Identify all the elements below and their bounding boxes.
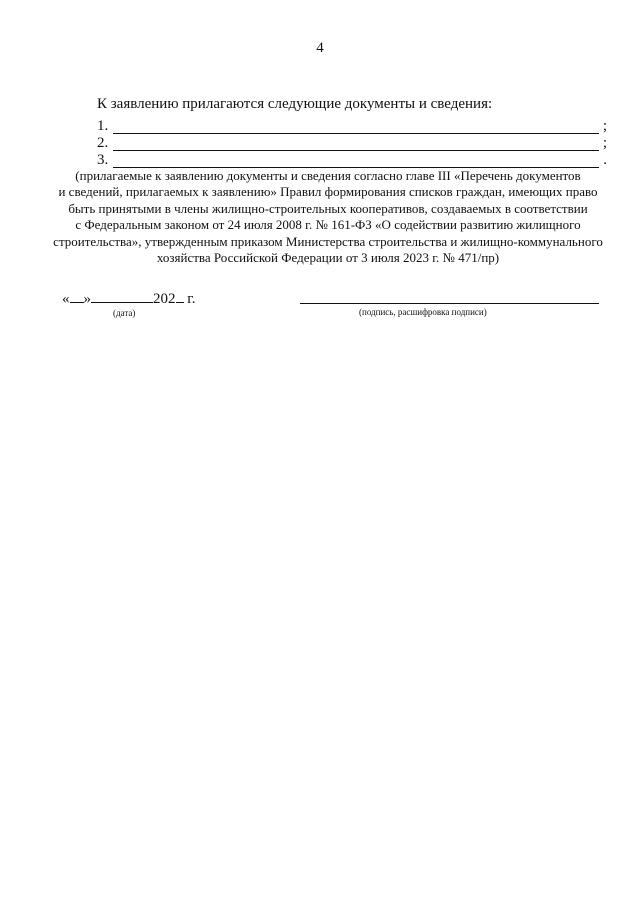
note-line: с Федеральным законом от 24 июля 2008 г. № 161-ФЗ «О содействии развитию жилищного [75, 217, 581, 233]
document-line-end: ; [602, 118, 607, 134]
attachments-note [50, 168, 606, 266]
document-blank-line [113, 150, 599, 151]
document-line-number: 1. [97, 118, 109, 134]
year-blank [176, 301, 184, 303]
date-open-quote: « [62, 291, 70, 307]
signature-line [300, 303, 599, 304]
note-line: строительства», утвержденным приказом Министерства строительства и жилищно-коммунального [53, 233, 603, 249]
page-number: 4 [316, 40, 324, 56]
month-blank [91, 301, 153, 303]
year-prefix: 202 [153, 291, 176, 307]
note-line: (прилагаемые к заявлению документы и сведения согласно главе III «Перечень документов [75, 168, 581, 183]
document-line-end: ; [602, 135, 607, 151]
signature-caption: (подпись, расшифровка подписи) [359, 307, 487, 317]
note-line: хозяйства Российской Федерации от 3 июля 2023 г. № 471/пр) [156, 250, 500, 266]
day-blank [70, 301, 84, 303]
document-line-number: 2. [97, 135, 109, 151]
note-line: и сведений, прилагаемых к заявлению» Правил формирования списков граждан, имеющих право [58, 184, 598, 200]
document-line-number: 3. [97, 152, 109, 168]
year-suffix: г. [183, 291, 196, 307]
date-field [62, 291, 195, 308]
date-caption: (дата) [113, 308, 136, 318]
date-close-quote: » [83, 291, 91, 307]
note-line: быть принятыми в члены жилищно-строительных кооперативов, создаваемых в соответствии [68, 200, 588, 216]
document-line-end: . [603, 152, 607, 168]
attachments-heading: К заявлению прилагаются следующие документы и сведения: [97, 96, 493, 112]
document-blank-line [113, 133, 599, 134]
